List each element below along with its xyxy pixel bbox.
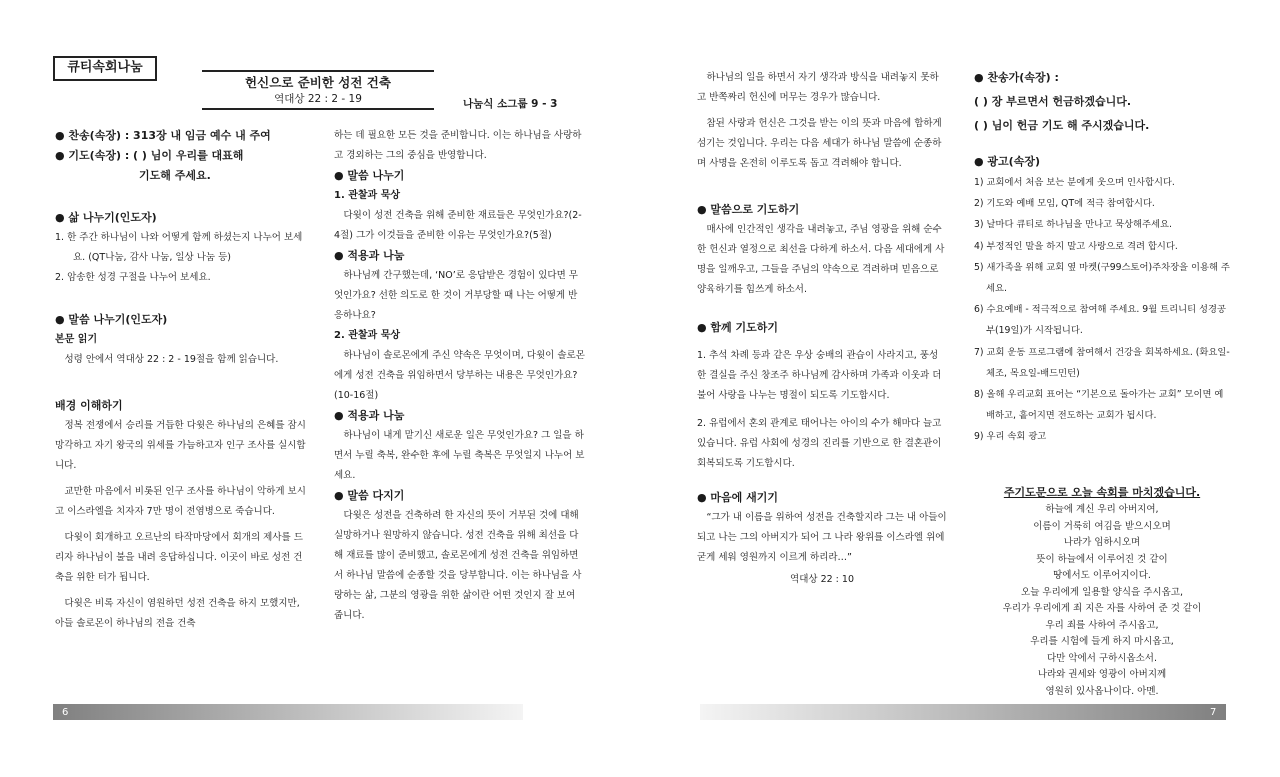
background-heading: 배경 이해하기	[55, 399, 123, 412]
prayer-line: 우리를 시험에 들게 하지 마시옵고,	[1030, 636, 1174, 647]
memorize-verse: “그가 내 이름을 위하여 성전을 건축할지라 그는 내 아들이 되고 나는 그의 아버지가 되어 그 나라 왕위를 이스라엘 위에 굳게 세워 영원까지 이르게 하리라…”	[697, 512, 947, 563]
page-number-right: 7	[1210, 707, 1217, 718]
prayer-line: 나라와 권세와 영광이 아버지께	[1037, 669, 1167, 680]
reflection-paragraph-2: 참된 사랑과 헌신은 그것을 받는 이의 뜻과 마음에 합하게 섬기는 것입니다. 우리는 다음 세대가 하나님 말씀에 순종하며 사명을 온전히 이루도록 돕고 격려해야 합니다.	[697, 118, 942, 169]
prayer-line: 다만 악에서 구하시옵소서.	[1046, 652, 1157, 664]
life-item-1: 1. 한 주간 하나님이 나와 어떻게 함께 하셨는지 나누어 보세요. (QT나눔, 감사 나눔, 일상 나눔 등)	[55, 232, 303, 263]
together-prayer-2: 2. 유럽에서 혼외 관계로 태어나는 아이의 수가 해마다 늘고 있습니다. 유럽 사회에 성경의 진리를 기반으로 한 결혼관이 회복되도록 기도합시다.	[697, 418, 942, 469]
closing-heading: 주기도문으로 오늘 속회를 마치겠습니다.	[1003, 486, 1201, 499]
observation-1-text: 다윗이 성전 건축을 위해 준비한 재료들은 무엇인가요?(2-4절) 그가 이것들을 준비한 이유는 무엇인가요?(5절)	[334, 210, 582, 241]
hymn-line: ● 찬송(속장) : 313장 내 임금 예수 내 주여	[55, 129, 271, 142]
prayer-line: 하늘에 계신 우리 아버지여,	[1045, 504, 1159, 515]
word-prayer-text: 매사에 인간적인 생각을 내려놓고, 주님 영광을 위해 순수한 헌신과 열정으로 최선을 다하게 하소서. 다음 세대에게 사명을 일깨우고, 그들을 주님의 약속으로 격려하며 믿음으로 양육하기를 힘쓰게 하소서.	[697, 224, 945, 295]
prayer-line: 우리 죄를 사하여 주시옵고,	[1045, 619, 1159, 631]
footer-bar-left	[53, 704, 523, 720]
application-1-text: 하나님께 간구했는데, ‘NO’로 응답받은 경험이 있다면 무엇인가요? 선한 의도로 한 것이 거부당할 때 나는 어떻게 반응하나요?	[334, 270, 578, 321]
announcement-item: 3) 날마다 큐티로 하나님을 만나고 묵상해주세요.	[974, 219, 1172, 231]
application-1-heading: ● 적용과 나눔	[334, 249, 405, 262]
background-paragraph-2: 교만한 마음에서 비롯된 인구 조사를 하나님이 악하게 보시고 이스라엘을 치자자 7만 명이 전염병으로 죽습니다.	[55, 486, 306, 517]
background-paragraph-1: 정복 전쟁에서 승리를 거듭한 다윗은 하나님의 은혜를 잠시 망각하고 자기 왕국의 위세를 가늠하고자 인구 조사를 실시합니다.	[55, 420, 306, 471]
prayer-line-2: 기도해 주세요.	[139, 169, 211, 182]
announcement-item: 5) 새가족을 위해 교회 옆 마켓(구99스토어)주차장을 이용해 주세요.	[974, 261, 1230, 295]
together-prayer-1: 1. 추석 차례 등과 같은 우상 숭배의 관습이 사라지고, 풍성한 결실을 주신 창조주 하나님께 감사하며 가족과 이웃과 더불어 사랑을 나누는 명절이 되도록 기도합시다.	[697, 350, 942, 401]
column-1	[55, 126, 307, 634]
announcement-item: 1) 교회에서 처음 보는 분에게 웃으며 인사합시다.	[974, 177, 1175, 188]
group-label: 나눔식 소그룹 9 - 3	[463, 98, 558, 110]
reflection-paragraph-1: 하나님의 일을 하면서 자기 생각과 방식을 내려놓지 못하고 반쪽짜리 헌신에 머무는 경우가 많습니다.	[697, 72, 939, 103]
continued-text: 하는 데 필요한 모든 것을 준비합니다. 이는 하나님을 사랑하고 경외하는 그의 중심을 반영합니다.	[334, 130, 582, 161]
prayer-line: 이름이 거룩히 여김을 받으시오며	[1033, 520, 1171, 532]
prayer-line: 땅에서도 이루어지이다.	[1053, 570, 1151, 581]
application-2-text: 하나님이 내게 맡기신 새로운 일은 무엇인가요? 그 일을 하면서 누릴 축복, 완수한 후에 누릴 축복은 무엇일지 나누어 보세요.	[334, 430, 585, 481]
column-2	[334, 126, 586, 626]
reading-text: 성령 안에서 역대상 22 : 2 - 19절을 함께 읽습니다.	[64, 354, 279, 365]
announcements-list	[974, 172, 1230, 448]
lords-prayer	[974, 484, 1230, 700]
title-box	[202, 70, 434, 110]
footer-bar-right	[700, 704, 1226, 720]
observation-2-text: 하나님이 솔로몬에게 주신 약속은 무엇이며, 다윗이 솔로몬에게 성전 건축을 위임하면서 당부하는 내용은 무엇인가요?(10-16절)	[334, 350, 585, 401]
prayer-line: 오늘 우리에게 일용할 양식을 주시옵고,	[1021, 586, 1183, 598]
memorize-reference: 역대상 22 : 10	[790, 574, 854, 585]
life-sharing-heading: ● 삶 나누기(인도자)	[55, 211, 157, 224]
together-prayer-heading: ● 함께 기도하기	[697, 321, 779, 334]
page-title: 헌신으로 준비한 성전 건축	[245, 75, 391, 90]
announcement-item: 4) 부정적인 말을 하지 말고 사랑으로 격려 합시다.	[974, 240, 1178, 252]
offering-hymn-heading: ● 찬송가(속장) :	[974, 71, 1059, 84]
application-2-heading: ● 적용과 나눔	[334, 409, 405, 422]
announcement-item: 8) 올해 우리교회 표어는 “기본으로 돌아가는 교회” 모이면 예배하고, 흩어지면 전도하는 교회가 됩시다.	[974, 389, 1224, 422]
prayer-line: 영원히 있사옵나이다. 아멘.	[1045, 685, 1159, 697]
prayer-line: 나라가 임하시오며	[1063, 537, 1141, 548]
word-prayer-heading: ● 말씀으로 기도하기	[697, 203, 800, 216]
resolve-text: 다윗은 성전을 건축하려 한 자신의 뜻이 거부된 것에 대해 실망하거나 원망하지 않습니다. 성전 건축을 위해 최선을 다해 재료를 많이 준비했고, 솔로몬에게 성전 건축을 위임하면서 하나님 말씀에 순종할 것을 당부합니다. 이는 하나님을 사랑하는 삶, 그분의 영광을 위한 삶이란 어떤 것인지 잘 보여 줍니다.	[334, 510, 582, 621]
announcement-item: 9) 우리 속회 광고	[974, 431, 1047, 443]
announcement-item: 6) 수요예배 - 적극적으로 참여해 주세요. 9월 트리니티 성경공부(19일)가 시작됩니다.	[974, 304, 1226, 337]
scripture-reference: 역대상 22 : 2 - 19	[274, 92, 362, 105]
prayer-line: 뜻이 하늘에서 이루어진 것 같이	[1036, 553, 1168, 565]
prayer-line: 우리가 우리에게 죄 지은 자를 사하여 준 것 같이	[1002, 603, 1202, 614]
background-paragraph-4: 다윗은 비록 자신이 염원하던 성전 건축을 하지 모했지만, 아들 솔로몬이 하나님의 전을 건축	[55, 598, 300, 629]
memorize-heading: ● 마음에 새기기	[697, 491, 779, 504]
background-paragraph-3: 다윗이 회개하고 오르난의 타작마당에서 회개의 제사를 드리자 하나님이 불을 내려 응답하십니다. 이곳이 바로 성전 건축을 위한 터가 됩니다.	[55, 532, 303, 583]
column-3	[697, 68, 947, 590]
page-number-left: 6	[62, 707, 69, 718]
life-item-2: 2. 암송한 성경 구절을 나누어 보세요.	[55, 272, 211, 283]
word-sharing-heading: ● 말씀 나누기(인도자)	[55, 313, 168, 326]
offering-prayer-line: ( ) 님이 헌금 기도 해 주시겠습니다.	[974, 119, 1150, 132]
share-heading: ● 말씀 나누기	[334, 169, 405, 182]
observation-1-heading: 1. 관찰과 묵상	[334, 190, 401, 201]
resolve-heading: ● 말씀 다지기	[334, 489, 405, 502]
reading-heading: 본문 읽기	[55, 334, 98, 345]
announcement-item: 7) 교회 운동 프로그램에 참여해서 건강을 회복하세요. (화요일-체조, 목요일-배드민턴)	[974, 346, 1230, 379]
column-4	[974, 68, 1230, 448]
observation-2-heading: 2. 관찰과 묵상	[334, 330, 401, 341]
announcement-item: 2) 기도와 예배 모임, QT에 적극 참여합시다.	[974, 198, 1155, 210]
section-badge: 큐티속회나눔	[53, 56, 157, 81]
announcements-heading: ● 광고(속장)	[974, 155, 1040, 168]
prayer-line: ● 기도(속장) : ( ) 님이 우리를 대표해	[55, 149, 244, 162]
offering-hymn-line: ( ) 장 부르면서 헌금하겠습니다.	[974, 95, 1132, 108]
